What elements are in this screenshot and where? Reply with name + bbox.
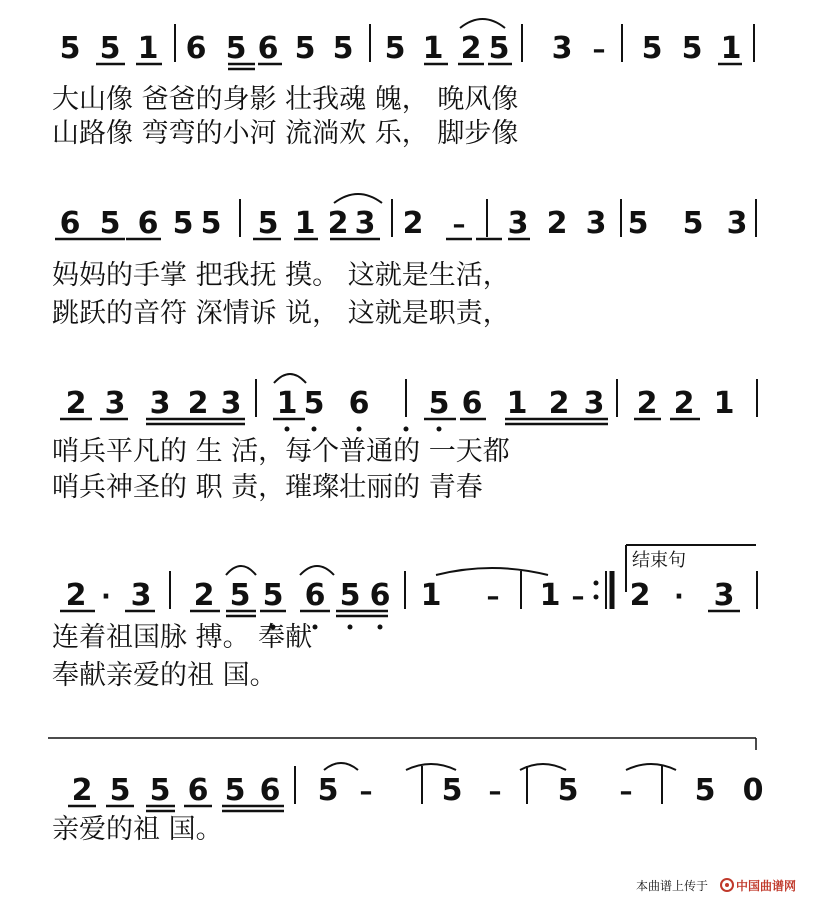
note-1: 1 [137, 31, 159, 66]
note-1: 1 [713, 386, 735, 421]
note-6: 6 [137, 206, 159, 241]
score-line-2 [55, 194, 756, 241]
low-octave-dot [437, 427, 442, 432]
low-octave-dot [285, 427, 290, 432]
note-2: 2 [636, 386, 658, 421]
note-5: 5 [224, 773, 246, 808]
note-5: 5 [59, 31, 81, 66]
note-5: 5 [339, 578, 361, 613]
note-2: 2 [546, 206, 568, 241]
slur [274, 374, 306, 383]
note-1: 1 [276, 386, 298, 421]
note-6: 6 [461, 386, 483, 421]
score-line-5 [68, 763, 763, 811]
watermark-upload-text: 本曲谱上传于 [636, 879, 709, 893]
sustain-dash: – [619, 777, 633, 807]
note-5: 5 [441, 773, 463, 808]
slur [226, 566, 256, 575]
note-3: 3 [104, 386, 126, 421]
ending-label: 结束句 [632, 550, 686, 571]
note-3: 3 [354, 206, 376, 241]
score-line-4 [60, 566, 757, 630]
note-5: 5 [172, 206, 194, 241]
lyric-line-2-verse-1: 妈妈的手掌 把我抚 摸。 这就是生活， [52, 260, 510, 291]
note-1: 1 [294, 206, 316, 241]
note-5: 5 [99, 206, 121, 241]
note-6: 6 [257, 31, 279, 66]
note-1: 1 [539, 578, 561, 613]
note-2: 2 [65, 386, 87, 421]
note-6: 6 [348, 386, 370, 421]
note-6: 6 [185, 31, 207, 66]
low-octave-dot [357, 427, 362, 432]
note-5: 5 [262, 578, 284, 613]
note-5: 5 [384, 31, 406, 66]
note-0: 0 [742, 773, 764, 808]
note-6: 6 [259, 773, 281, 808]
note-5: 5 [332, 31, 354, 66]
repeat-end-barline [594, 571, 613, 609]
note-1: 1 [506, 386, 528, 421]
score-line-1 [60, 19, 754, 69]
lyric-line-5-verse-1: 亲爱的祖 国。 [52, 814, 223, 845]
low-octave-dot [378, 625, 383, 630]
note-5: 5 [109, 773, 131, 808]
slur [300, 566, 334, 575]
note-5: 5 [557, 773, 579, 808]
slur [334, 194, 382, 203]
watermark-site-text: 中国曲谱网 [736, 879, 797, 893]
sustain-dash: – [359, 777, 373, 807]
note-6: 6 [304, 578, 326, 613]
note-2: 2 [402, 206, 424, 241]
note-3: 3 [583, 386, 605, 421]
note-5: 5 [694, 773, 716, 808]
slur [436, 568, 548, 575]
site-logo-icon [721, 879, 733, 891]
note-2: 2 [548, 386, 570, 421]
note-5: 5 [225, 31, 247, 66]
note-3: 3 [130, 578, 152, 613]
lyric-line-4-verse-2: 奉献亲爱的祖 国。 [52, 660, 277, 691]
note-5: 5 [303, 386, 325, 421]
note-2: 2 [460, 31, 482, 66]
low-octave-dot [404, 427, 409, 432]
note-3: 3 [507, 206, 529, 241]
sustain-dash: – [571, 582, 585, 612]
note-2: 2 [65, 578, 87, 613]
note-5: 5 [682, 206, 704, 241]
note-1: 1 [422, 31, 444, 66]
lyric-line-3-verse-1: 哨兵平凡的 生 活，每个普通的 一天都 [52, 436, 510, 467]
note-2: 2 [193, 578, 215, 613]
sustain-dash: – [592, 35, 606, 65]
note-1: 1 [720, 31, 742, 66]
score-line-3 [60, 374, 757, 432]
note-5: 5 [428, 386, 450, 421]
lyric-line-2-verse-2: 跳跃的音符 深情诉 说， 这就是职责， [52, 298, 510, 329]
note-2: 2 [327, 206, 349, 241]
slur [460, 19, 505, 28]
note-5: 5 [99, 31, 121, 66]
note-3: 3 [551, 31, 573, 66]
note-5: 5 [488, 31, 510, 66]
note-5: 5 [294, 31, 316, 66]
note-5: 5 [229, 578, 251, 613]
note-3: 3 [726, 206, 748, 241]
lyric-line-3-verse-2: 哨兵神圣的 职 责，璀璨壮丽的 青春 [52, 472, 483, 503]
sustain-dash: – [486, 582, 500, 612]
augmentation-dot: · [674, 582, 684, 612]
note-3: 3 [713, 578, 735, 613]
slur [626, 764, 676, 770]
note-2: 2 [629, 578, 651, 613]
note-6: 6 [187, 773, 209, 808]
sustain-dash: – [488, 777, 502, 807]
low-octave-dot [348, 625, 353, 630]
low-octave-dot [312, 427, 317, 432]
lyric-line-1-verse-1: 大山像 爸爸的身影 壮我魂 魄， 晚风像 [52, 84, 519, 115]
note-6: 6 [369, 578, 391, 613]
lyric-line-1-verse-2: 山路像 弯弯的小河 流淌欢 乐， 脚步像 [52, 118, 519, 149]
note-5: 5 [149, 773, 171, 808]
note-3: 3 [149, 386, 171, 421]
note-5: 5 [200, 206, 222, 241]
note-5: 5 [257, 206, 279, 241]
low-octave-dot [313, 625, 318, 630]
sustain-dash: – [452, 210, 466, 240]
note-1: 1 [420, 578, 442, 613]
note-3: 3 [220, 386, 242, 421]
slur [324, 763, 358, 770]
augmentation-dot: · [101, 582, 111, 612]
slur [406, 764, 456, 770]
note-5: 5 [317, 773, 339, 808]
note-5: 5 [681, 31, 703, 66]
note-2: 2 [187, 386, 209, 421]
note-2: 2 [673, 386, 695, 421]
note-3: 3 [585, 206, 607, 241]
note-5: 5 [627, 206, 649, 241]
lyric-line-4-verse-1: 连着祖国脉 搏。 奉献 [52, 622, 313, 653]
note-5: 5 [641, 31, 663, 66]
note-2: 2 [71, 773, 93, 808]
note-6: 6 [59, 206, 81, 241]
